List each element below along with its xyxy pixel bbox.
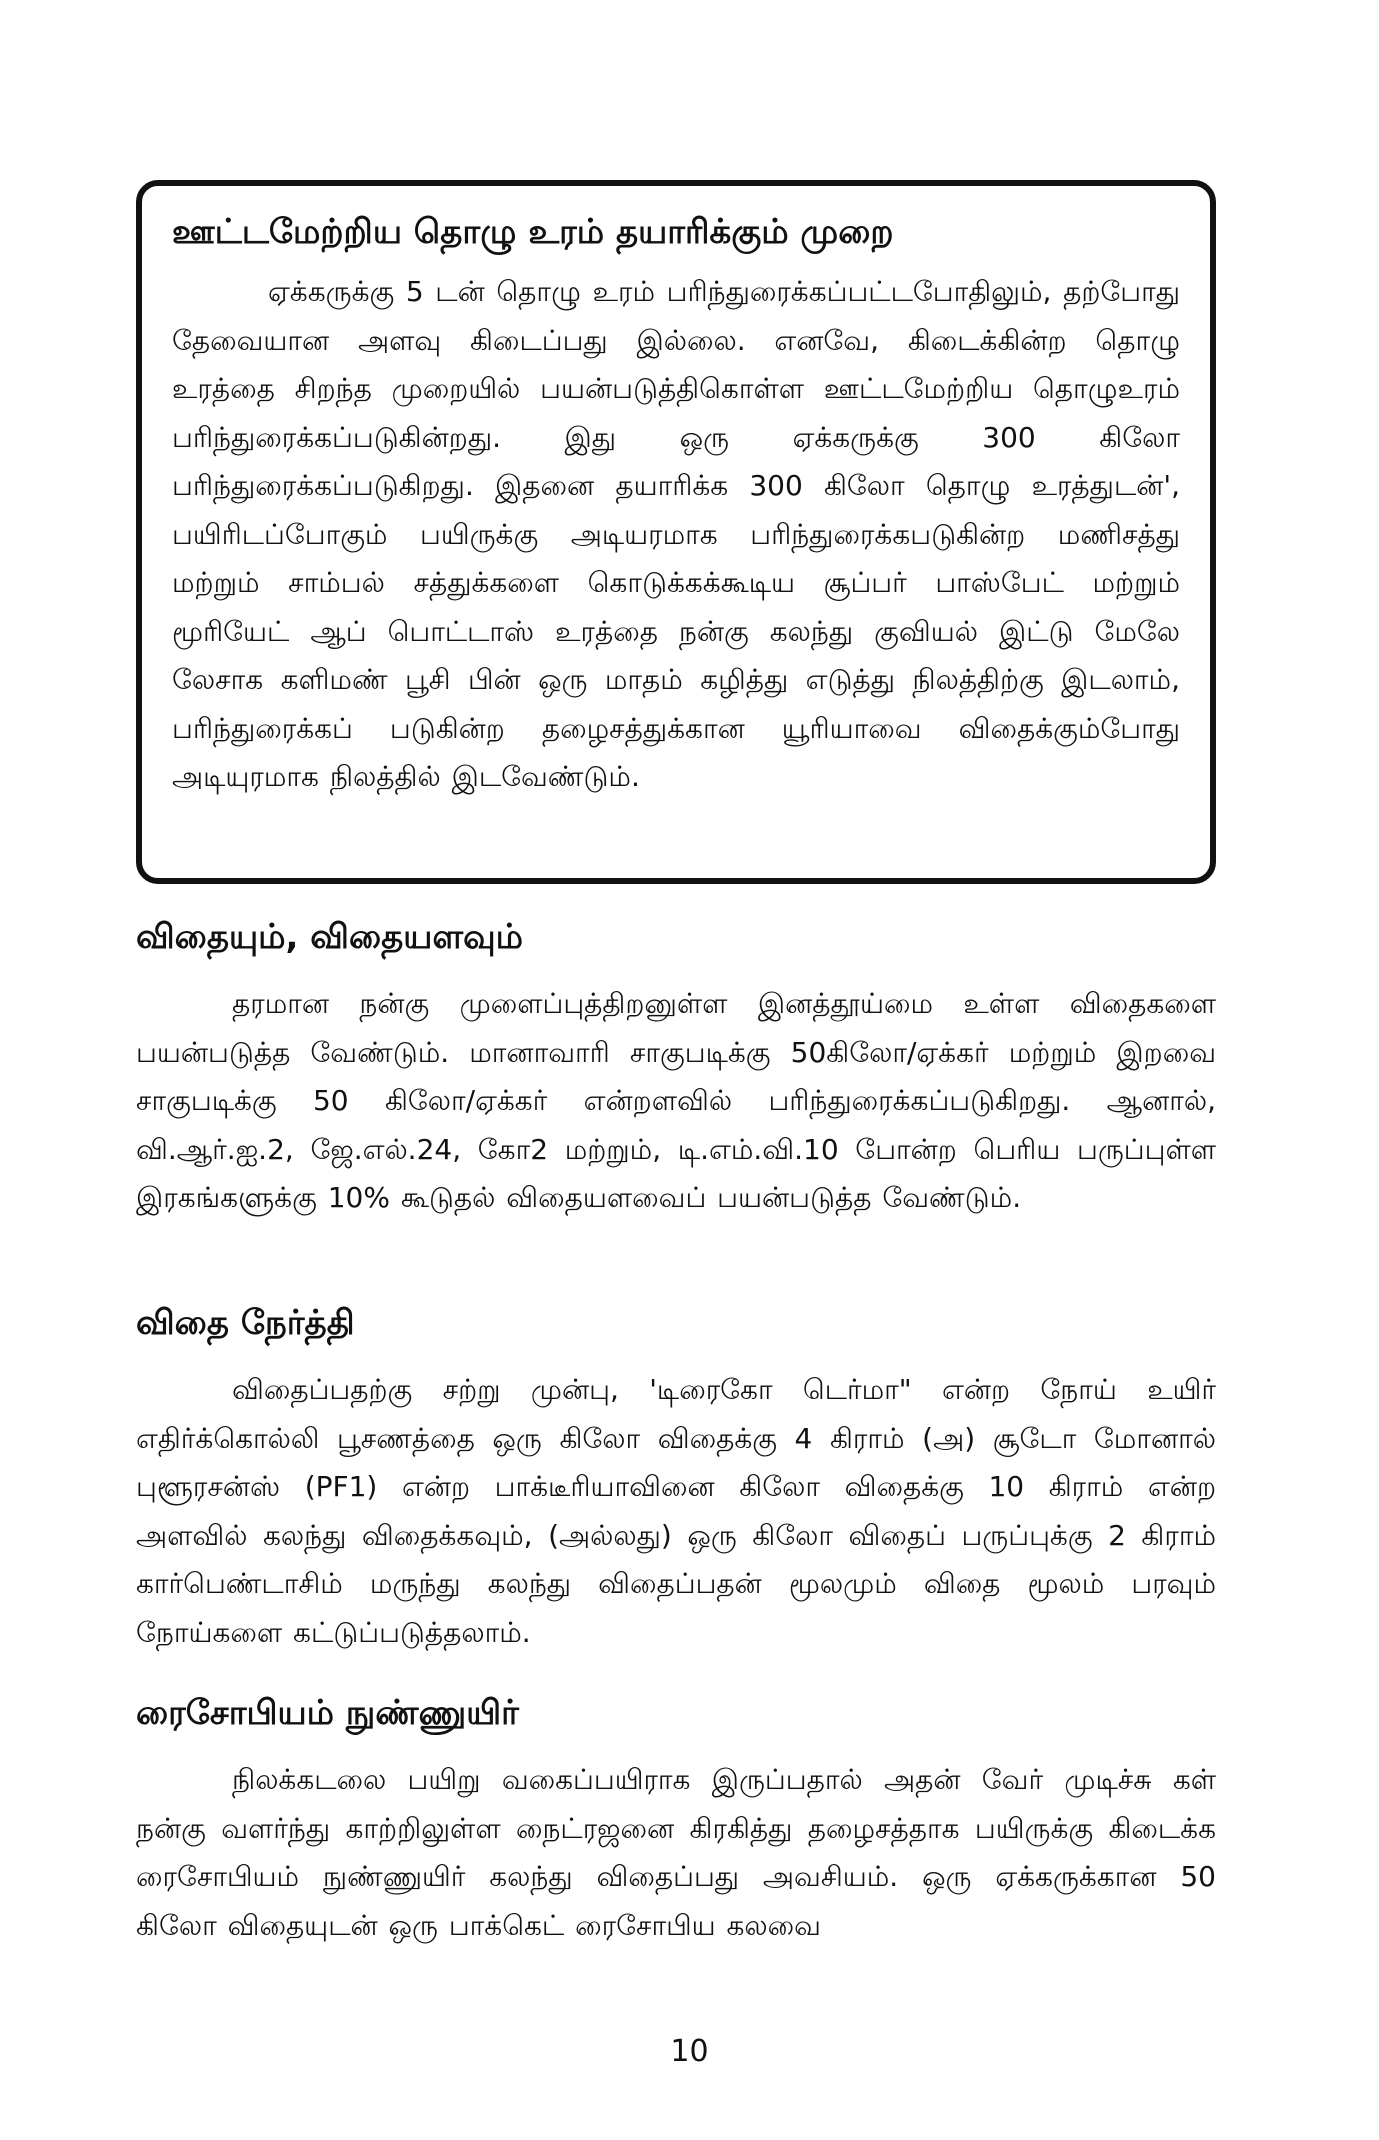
box-paragraph: ஏக்கருக்கு 5 டன் தொழு உரம் பரிந்துரைக்கப்பட்டபோதிலும், தற்போது தேவையான அளவு கிடைப்பது இல்லை. எனவே, கிடைக்கின்ற தொழு உரத்தை சிறந்த முறையில் பயன்படுத்திகொள்ள ஊட்டமேற்றிய தொழுஉரம் பரிந்துரைக்கப்படுகின்றது. இது ஒரு ஏக்கருக்கு 300 கிலோ பரிந்துரைக்கப்படுகிறது. இதனை தயாரிக்க 300 கிலோ தொழு உரத்துடன்', பயிரிடப்போகும் பயிருக்கு அடியரமாக பரிந்துரைக்கபடுகின்ற மணிசத்து மற்றும் சாம்பல் சத்துக்களை கொடுக்கக்கூடிய சூப்பர் பாஸ்பேட் மற்றும் மூரியேட் ஆப் பொட்டாஸ் உரத்தை நன்கு கலந்து குவியல் இட்டு மேலே லேசாக களிமண் பூசி பின் ஒரு மாதம் கழித்து எடுத்து நிலத்திற்கு இடலாம், பரிந்துரைக்கப் படுகின்ற தழைசத்துக்கான யூரியாவை விதைக்கும்போது அடியுரமாக நிலத்தில் இடவேண்டும். [172,275,1180,793]
boxed-section [136,180,1216,884]
section-paragraph: நிலக்கடலை பயிறு வகைப்பயிராக இருப்பதால் அதன் வேர் முடிச்சு கள் நன்கு வளர்ந்து காற்றிலுள்ள நைட்ரஜனை கிரகித்து தழைசத்தாக பயிருக்கு கிடைக்க ரைசோபியம் நுண்ணுயிர் கலந்து விதைப்பது அவசியம். ஒரு ஏக்கருக்கான 50 கிலோ விதையுடன் ஒரு பாக்கெட் ரைசோபிய கலவை [136,1763,1216,1942]
section-rhizobium [136,1690,1216,1950]
box-heading: ஊட்டமேற்றிய தொழு உரம் தயாரிக்கும் முறை [172,212,894,252]
section-paragraph: விதைப்பதற்கு சற்று முன்பு, 'டிரைகோ டெர்மா" என்ற நோய் உயிர் எதிர்க்கொல்லி பூசணத்தை ஒரு கிலோ விதைக்கு 4 கிராம் (அ) சூடோ மோனால் புளூரசன்ஸ் (PF1) என்ற பாக்டீரியாவினை கிலோ விதைக்கு 10 கிராம் என்ற அளவில் கலந்து விதைக்கவும், (அல்லது) ஒரு கிலோ விதைப் பருப்புக்கு 2 கிராம் கார்பெண்டாசிம் மருந்து கலந்து விதைப்பதன் மூலமும் விதை மூலம் பரவும் நோய்களை கட்டுப்படுத்தலாம். [136,1373,1216,1649]
section-heading: விதையும், விதையளவும் [136,917,523,957]
page-number: 10 [670,2034,709,2069]
section-paragraph: தரமான நன்கு முளைப்புத்திறனுள்ள இனத்தூய்மை உள்ள விதைகளை பயன்படுத்த வேண்டும். மானாவாரி சாகுபடிக்கு 50கிலோ/ஏக்கர் மற்றும் இறவை சாகுபடிக்கு 50 கிலோ/ஏக்கர் என்றளவில் பரிந்துரைக்கப்படுகிறது. ஆனால், வி.ஆர்.ஐ.2, ஜே.எல்.24, கோ2 மற்றும், டி.எம்.வி.10 போன்ற பெரிய பருப்புள்ள இரகங்களுக்கு 10% கூடுதல் விதையளவைப் பயன்படுத்த வேண்டும். [136,987,1216,1214]
section-seed-treatment [136,1300,1216,1657]
section-heading: ரைசோபியம் நுண்ணுயிர் [136,1693,519,1733]
section-heading: விதை நேர்த்தி [136,1303,355,1343]
section-seed-rate [136,914,1216,1223]
